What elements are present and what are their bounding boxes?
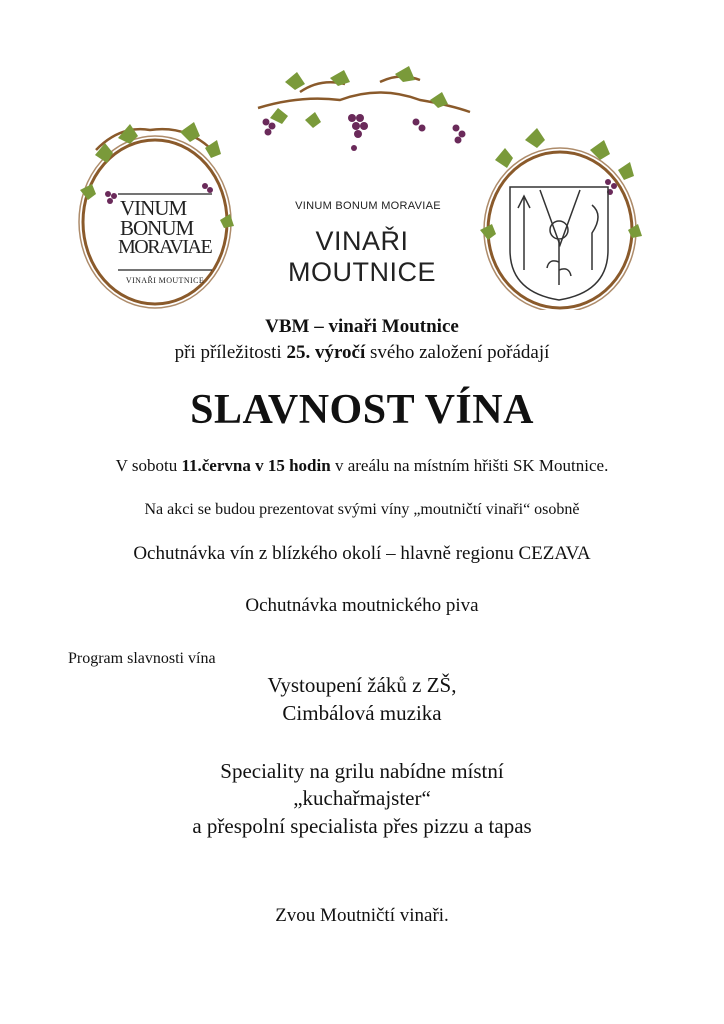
left-logo-line3: MORAVIAE — [118, 236, 212, 258]
winemakers-line: Na akci se budou prezentovat svými víny „moutničtí vinaři“ osobně — [144, 501, 580, 518]
organizer-line: VBM – vinaři Moutnice — [265, 316, 459, 337]
program-item-students: Vystoupení žáků z ZŠ, — [267, 673, 457, 697]
closing-line: Zvou Moutničtí vinaři. — [275, 905, 449, 926]
center-grapes-icon — [263, 114, 466, 151]
center-logo-subtitle: VINUM BONUM MORAVIAE — [295, 200, 441, 212]
date-line: V sobotu 11.června v 15 hodin v areálu na místním hřišti SK Moutnice. — [115, 456, 609, 475]
grill-line-3: a přespolní specialista přes pizzu a tapas — [192, 814, 532, 838]
tasting-beer-line: Ochutnávka moutnického piva — [245, 595, 479, 616]
coat-of-arms-icon — [510, 187, 608, 300]
left-logo-line1: VINUM — [120, 196, 187, 220]
right-wreath-icon — [484, 148, 636, 310]
left-logo — [116, 196, 216, 292]
grill-line-1: Speciality na grilu nabídne místní — [220, 759, 504, 783]
event-title: SLAVNOST VÍNA — [190, 387, 534, 433]
center-logo-title: VINAŘI MOUTNICE — [288, 226, 436, 287]
left-logo-line2: BONUM — [120, 216, 194, 240]
grill-line-2: „kuchařmajster“ — [293, 786, 431, 810]
program-label: Program slavnosti vína — [68, 650, 216, 667]
anniversary-line: při příležitosti 25. výročí svého založení pořádají — [174, 342, 550, 363]
left-logo-caption: VINAŘI MOUTNICE — [125, 276, 205, 285]
program-item-cimbalom: Cimbálová muzika — [282, 701, 442, 725]
header-graphics — [0, 0, 724, 310]
tasting-wine-line: Ochutnávka vín z blízkého okolí – hlavně regionu CEZAVA — [133, 543, 591, 564]
